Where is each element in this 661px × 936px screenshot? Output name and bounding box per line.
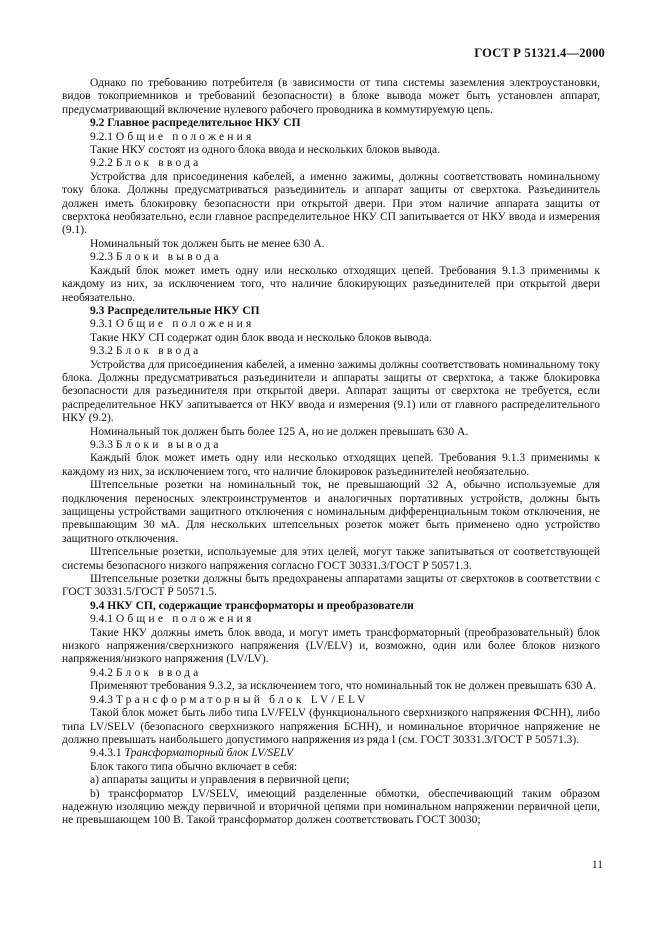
- paragraph: Номинальный ток должен быть более 125 А, но не должен превышать 630 А.: [90, 425, 469, 438]
- subsection-heading: [62, 318, 600, 331]
- paragraph: Каждый блок может иметь одну или несколько отходящих цепей. Требования 9.1.3 применимы к каждому из них, за исключением того, что наличие блокировок разъединителей необязательно.: [62, 452, 600, 478]
- paragraph: Штепсельные розетки, используемые для этих целей, могут также запитываться от соответствующей системы безопасного низкого напряжения согласно ГОСТ 30331.3/ГОСТ Р 50571.3.: [62, 546, 600, 572]
- section-heading: 9.2 Главное распределительное НКУ СП: [90, 117, 301, 130]
- heading-text: Общие положения: [115, 613, 255, 626]
- subsection-heading: [62, 345, 600, 358]
- paragraph: Штепсельные розетки на номинальный ток, не превышающий 32 А, обычно используемые для подключения переносных электроинструментов и аналогичных портативных устройств, должны быть защищены устройствами защитного отключения с номинальным дифференциальным током отключения, не превышающим 30 мА. Для нескольких штепсельных розеток может быть применено одно устройство защитного отключения.: [62, 479, 600, 545]
- list-item: а) аппараты защиты и управления в первичной цепи;: [90, 774, 350, 787]
- paragraph: Такой блок может быть либо типа LV/FELV (функционального сверхнизкого напряжения ФСНН), либо типа LV/SELV (безопасного сверхнизкого напряжения БСНН), и номинальное вторичное напряжение не должно превышать наибольшего допустимого напряжения из ряда I (см. ГОСТ 30331.3/ГОСТ Р 50571.3).: [62, 707, 600, 746]
- subsection-heading: [62, 613, 600, 626]
- heading-text: Блок ввода: [115, 157, 202, 170]
- paragraph: Устройства для присоединения кабелей, а именно зажимы, должны соответствовать номинальному току блока. Должны предусматриваться разъединитель и аппарат защиты от сверхтока. Разъединитель должен иметь блокировку безопасности при открытой двери. При этом наличие аппарата защиты от сверхтока необязательно, если главное распределительное НКУ СП запитывается от НКУ ввода и измерения (9.1).: [62, 170, 600, 237]
- section-heading: 9.3 Распределительные НКУ СП: [90, 304, 260, 317]
- heading-text: Блок ввода: [115, 666, 202, 679]
- paragraph: Штепсельные розетки должны быть предохранены аппаратами защиты от сверхтоков в соответствии с ГОСТ 30331.5/ГОСТ Р 50571.5.: [62, 573, 600, 599]
- heading-number: 9.2.1: [90, 130, 113, 143]
- subsubsection-heading: [62, 747, 600, 760]
- paragraph: Такие НКУ состоят из одного блока ввода и нескольких блоков вывода.: [90, 144, 440, 157]
- paragraph: Такие НКУ должны иметь блок ввода, и могут иметь трансформаторный (преобразовательный) блок низкого напряжения/сверхнизкого напряжения (LV/ELV) и, возможно, один или более блоков низкого напряжения/низкого напряжения (LV/LV).: [62, 626, 600, 666]
- paragraph: Каждый блок может иметь одну или несколько отходящих цепей. Требования 9.1.3 применимы к каждому из них, за исключением того, что наличие блокирующих разъединителей при открытой двери необязательно.: [62, 264, 600, 304]
- subsection-heading: [62, 131, 600, 144]
- heading-number: 9.4.1: [90, 613, 113, 626]
- heading-number: 9.3.2: [90, 345, 113, 358]
- heading-number: 9.3.1: [90, 318, 113, 331]
- page-number: 11: [591, 859, 603, 871]
- subsection-heading: [62, 157, 600, 170]
- subsection-heading: [62, 667, 600, 680]
- paragraph: Применяют требования 9.3.2, за исключением того, что номинальный ток не должен превышать 630 А.: [90, 680, 597, 693]
- paragraph: Устройства для присоединения кабелей, а именно зажимы должны соответствовать номинальному току блока. Должны предусматриваться разъединители и аппараты защиты от сверхтока, а также блокировка безопасности для разъединителя при открытой двери. Аппарат защиты от сверхтока не требуется, если распределительное НКУ запитывается от НКУ ввода и измерения (9.1) или от главного распределительного НКУ (9.2).: [62, 358, 600, 425]
- heading-number: 9.2.3: [90, 251, 113, 264]
- heading-number: 9.4.3: [90, 693, 113, 706]
- heading-text: Общие положения: [115, 318, 255, 331]
- document-header: ГОСТ Р 51321.4—2000: [474, 46, 605, 60]
- heading-number: 9.3.3: [90, 438, 113, 451]
- heading-text: Блоки вывода: [115, 438, 222, 451]
- heading-text: Общие положения: [115, 130, 255, 143]
- paragraph: Однако по требованию потребителя (в зависимости от типа системы заземления электроустановки, видов токоприемников и требований безопасности) в блоке вывода может быть установлен аппарат, предусматривающий включение нулевого рабочего проводника в коммутируемую цепь.: [62, 77, 600, 116]
- heading-number: 9.2.2: [90, 157, 113, 170]
- section-heading: 9.4 НКУ СП, содержащие трансформаторы и преобразователи: [90, 599, 414, 612]
- paragraph: Номинальный ток должен быть не менее 630 А.: [90, 237, 325, 250]
- subsection-heading: [62, 694, 600, 707]
- paragraph: b) трансформатор LV/SELV, имеющий разделенные обмотки, обеспечивающий таким образом надежную изоляцию между первичной и вторичной цепями при номинальном напряжении первичной цепи, не превышающем 100 В. Такой трансформатор должен соответствовать ГОСТ 30030;: [62, 787, 600, 827]
- heading-text: Блоки вывода: [115, 251, 222, 264]
- subsection-heading: [62, 439, 600, 452]
- heading-text: Трансформаторный блок LV/SELV: [124, 747, 294, 760]
- heading-number: 9.4.2: [90, 666, 113, 679]
- paragraph: Такие НКУ СП содержат один блок ввода и несколько блоков вывода.: [90, 331, 432, 344]
- heading-text: Трансформаторный блок LV/ELV: [115, 693, 369, 706]
- page-body: [62, 77, 600, 828]
- subsection-heading: [62, 251, 600, 264]
- paragraph: Блок такого типа обычно включает в себя:: [90, 760, 298, 773]
- heading-number: 9.4.3.1: [90, 747, 122, 760]
- heading-text: Блок ввода: [115, 345, 202, 358]
